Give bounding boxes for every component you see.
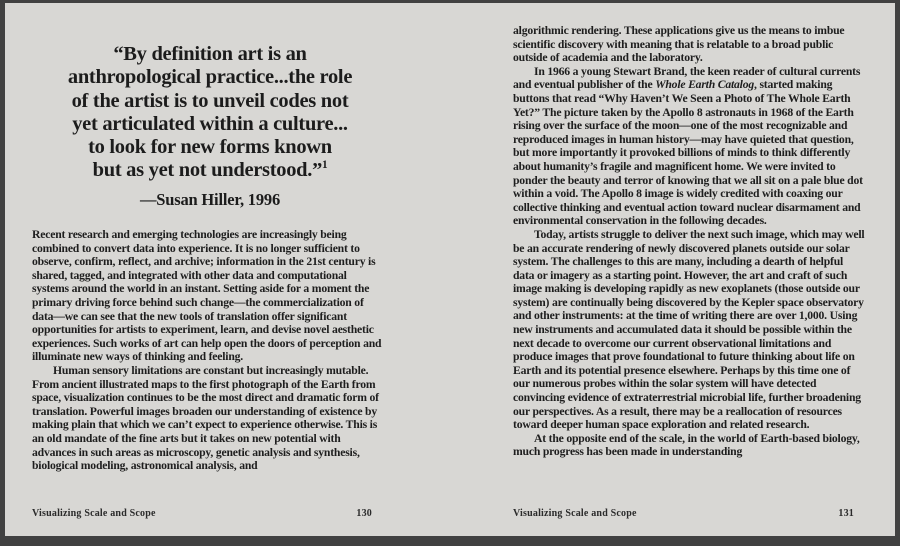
body-text-column-right [513, 24, 865, 506]
paragraph: Human sensory limitations are constant but increasingly mutable. From ancient illustrated maps to the first photograph of the Earth from space, visualization continues to be the most direct and dramatic form of translation. Powerful images broaden our understanding of existence by making plain that which we can’t expect to experience otherwise. This is an old mandate of the fine arts but it takes on new potential with advances in such areas as microscopy, genetic analysis and synthesis, biological modeling, astronomical analysis, and [32, 363, 379, 473]
page-number: 130 [356, 508, 372, 519]
running-footer-right [513, 508, 854, 519]
book-spread [5, 3, 895, 536]
paragraph: Today, artists struggle to deliver the next such image, which may well be an accurate rendering of newly discovered planets outside our solar system. The challenges to this are many, including a dearth of helpful data or imagery as a starting point. However, the art and craft of such image making is developing rapidly as new exoplanets (those outside our system) are continually being discovered by the Kepler space observatory and other instruments: at the time of writing there are over 1,000. Using new instruments and accumulated data it should be possible within the next decade to overcome our current observational limitations and produce images that prove foundational to future thinking about life on Earth and its potential presence elsewhere. Perhaps by this time one of our numerous probes within the solar system will have detected convincing evidence of extraterrestrial microbial life, further broadening our perspectives. As a result, there may be a reallocation of resources toward deeper human space exploration and related research. [513, 227, 865, 432]
pull-quote-lines [30, 43, 390, 183]
quote-line: “By definition art is an [113, 43, 307, 65]
left-page [5, 3, 457, 536]
paragraph: algorithmic rendering. These applications give us the means to imbue scientific discovery with meaning that is relatable to a broad public outside of academia and the laboratory. [513, 24, 845, 65]
quote-line: of the artist is to unveil codes not [71, 89, 349, 112]
right-page [457, 3, 895, 536]
running-footer-left [32, 508, 372, 519]
paragraph: Recent research and emerging technologies are increasingly being combined to convert data into experience. It is no longer sufficient to observe, confirm, reflect, and archive; information in the 21st century is shared, tagged, and integrated with other data and computational systems around the world in an instant. Setting aside for a moment the primary driving force behind such change—the commercialization of data—we can see that the new tools of translation offer significant opportunities for artists to experiment, learn, and devise novel aesthetic experiences. Such works of art can help open the doors of perception and illuminate new ways of thinking and feeling. [32, 228, 382, 364]
body-text-column-left [32, 228, 384, 506]
quote-line: but as yet not understood.”$^1$ [92, 159, 328, 182]
paragraph: In 1966 a young Stewart Brand, the keen reader of cultural currents and eventual publisher of the Whole Earth Catalog, started making buttons that read “Why Haven’t We Seen a Photo of The Whole Earth Yet?” The picture taken by the Apollo 8 astronauts in 1968 of the Earth rising over the surface of the moon—one of the most recognizable and reproduced images in human history—may have quieted that question, but more importantly it provoked billions of minds to think differently about humanity’s fragile and magnificent home. We were invited to ponder the beauty and terror of knowing that we all sit on a pale blue dot within a void. The Apollo 8 image is widely credited with coaxing our collective thinking and eventual action toward nuclear disarmament and environmental conservation in the following decades. [513, 64, 863, 228]
quote-line: to look for new forms known [88, 136, 332, 159]
quote-line: yet articulated within a culture... [72, 112, 348, 135]
quote-attribution: —Susan Hiller, 1996 [140, 189, 280, 209]
running-footer-title: Visualizing Scale and Scope [513, 508, 637, 519]
quote-line: anthropological practice...the role [67, 66, 353, 89]
page-number: 131 [838, 508, 854, 519]
pull-quote [30, 43, 390, 210]
running-footer-title: Visualizing Scale and Scope [32, 508, 156, 519]
paragraph: At the opposite end of the scale, in the world of Earth-based biology, much progress has been made in understanding [513, 431, 860, 459]
